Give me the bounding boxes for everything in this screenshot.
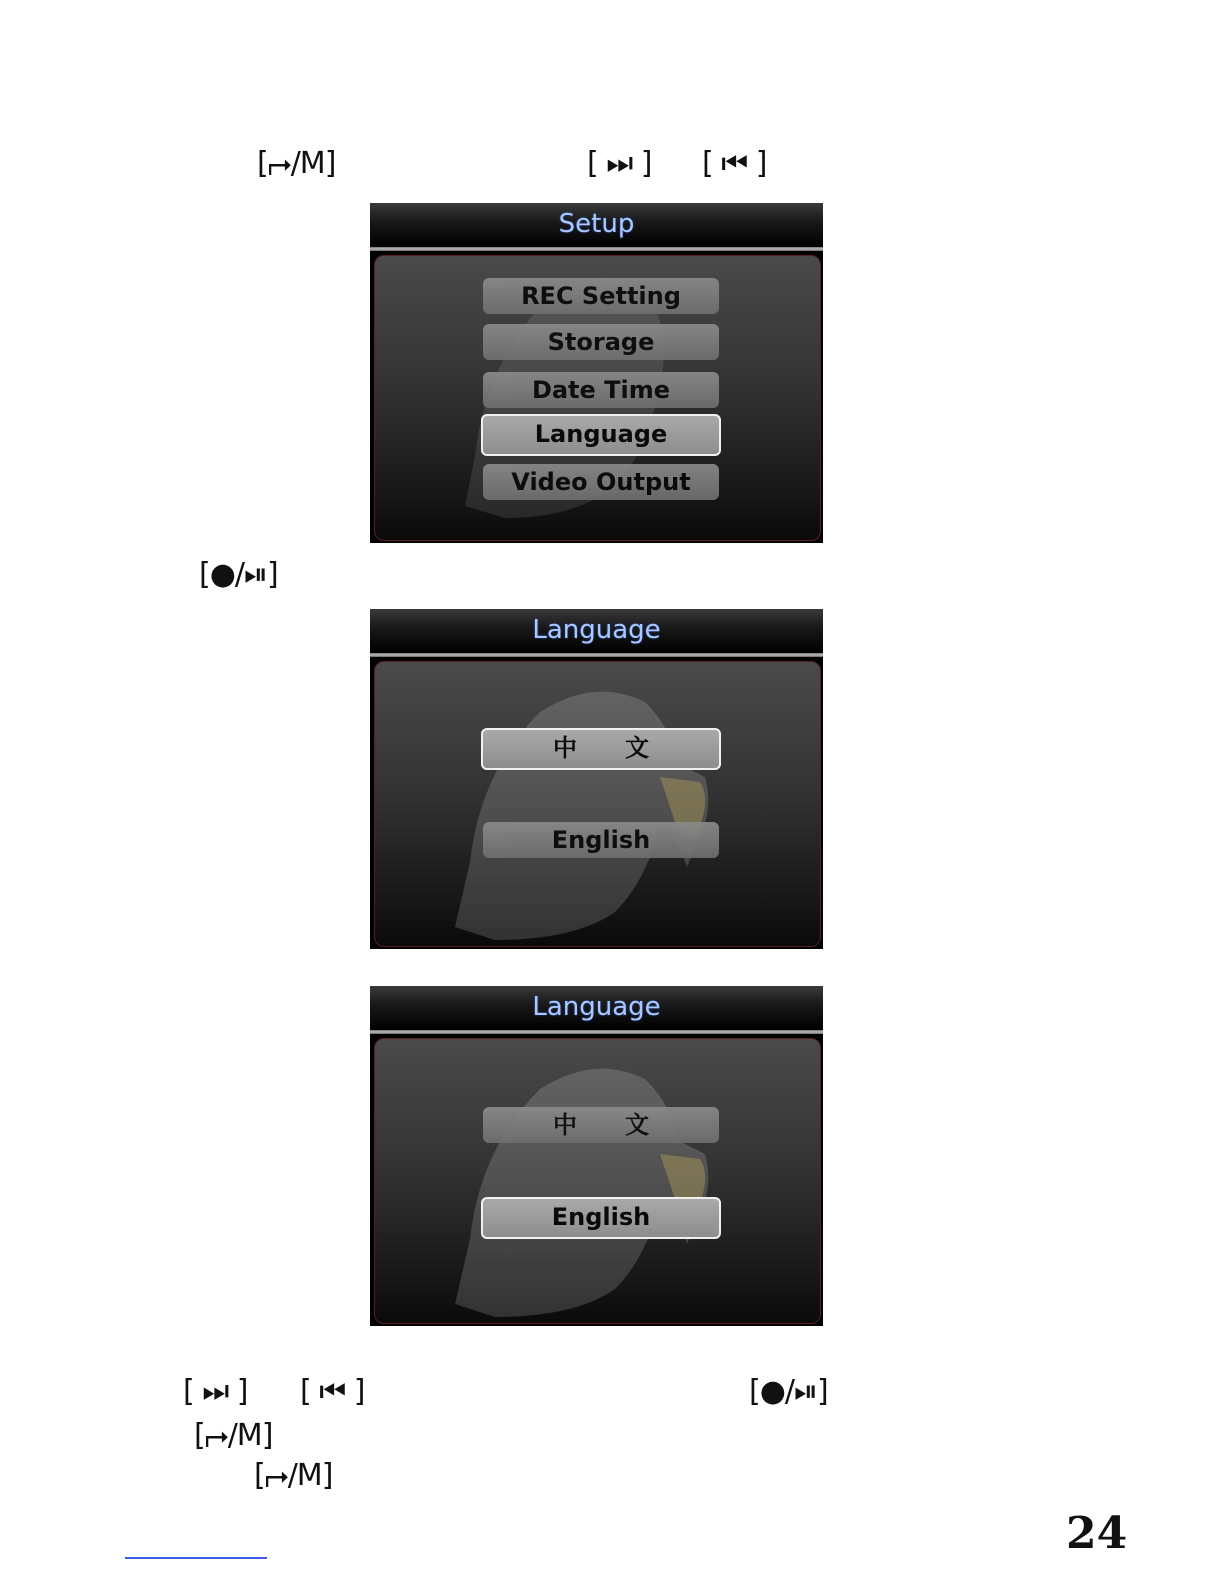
setup-title: Setup: [558, 209, 635, 239]
menu-item-video-output[interactable]: Video Output: [483, 464, 719, 500]
setup-title-bar: [370, 203, 823, 247]
language-title: Language: [532, 615, 661, 645]
language-option-chinese[interactable]: 中 文: [481, 728, 721, 770]
next-key-label: [ ⏭ ]: [183, 1374, 248, 1409]
language-option-english[interactable]: English: [483, 822, 719, 858]
language-option-chinese[interactable]: 中 文: [483, 1107, 719, 1143]
next-key-label: [ ⏭ ]: [587, 146, 652, 181]
setup-menu-panel: [374, 255, 821, 541]
language-screen-english-selected: [370, 986, 823, 1326]
menu-item-language[interactable]: Language: [481, 414, 721, 456]
setup-screen: [370, 203, 823, 543]
language-screen-chinese-selected: [370, 609, 823, 949]
rec-play-key-label: [●/⏯]: [199, 557, 278, 592]
language-menu-panel: [374, 1038, 821, 1324]
menu-key-label: [⮣/M]: [257, 146, 336, 181]
language-title-bar: [370, 609, 823, 653]
language-menu-panel: [374, 661, 821, 947]
title-divider: [370, 653, 823, 657]
menu-key-label: [⮣/M]: [254, 1458, 333, 1493]
rec-play-key-label: [●/⏯]: [749, 1374, 828, 1409]
prev-key-label: [ ⏮ ]: [702, 146, 767, 181]
page-number: 24: [1066, 1508, 1128, 1559]
menu-item-rec-setting[interactable]: REC Setting: [483, 278, 719, 314]
menu-item-date-time[interactable]: Date Time: [483, 372, 719, 408]
eagle-background-image: [375, 1039, 820, 1323]
menu-item-storage[interactable]: Storage: [483, 324, 719, 360]
language-title-bar: [370, 986, 823, 1030]
language-title: Language: [532, 992, 661, 1022]
footer-rule: [125, 1557, 267, 1559]
eagle-background-image: [375, 662, 820, 946]
title-divider: [370, 247, 823, 251]
language-option-english[interactable]: English: [481, 1197, 721, 1239]
menu-key-label: [⮣/M]: [194, 1418, 273, 1453]
title-divider: [370, 1030, 823, 1034]
prev-key-label: [ ⏮ ]: [300, 1374, 365, 1409]
